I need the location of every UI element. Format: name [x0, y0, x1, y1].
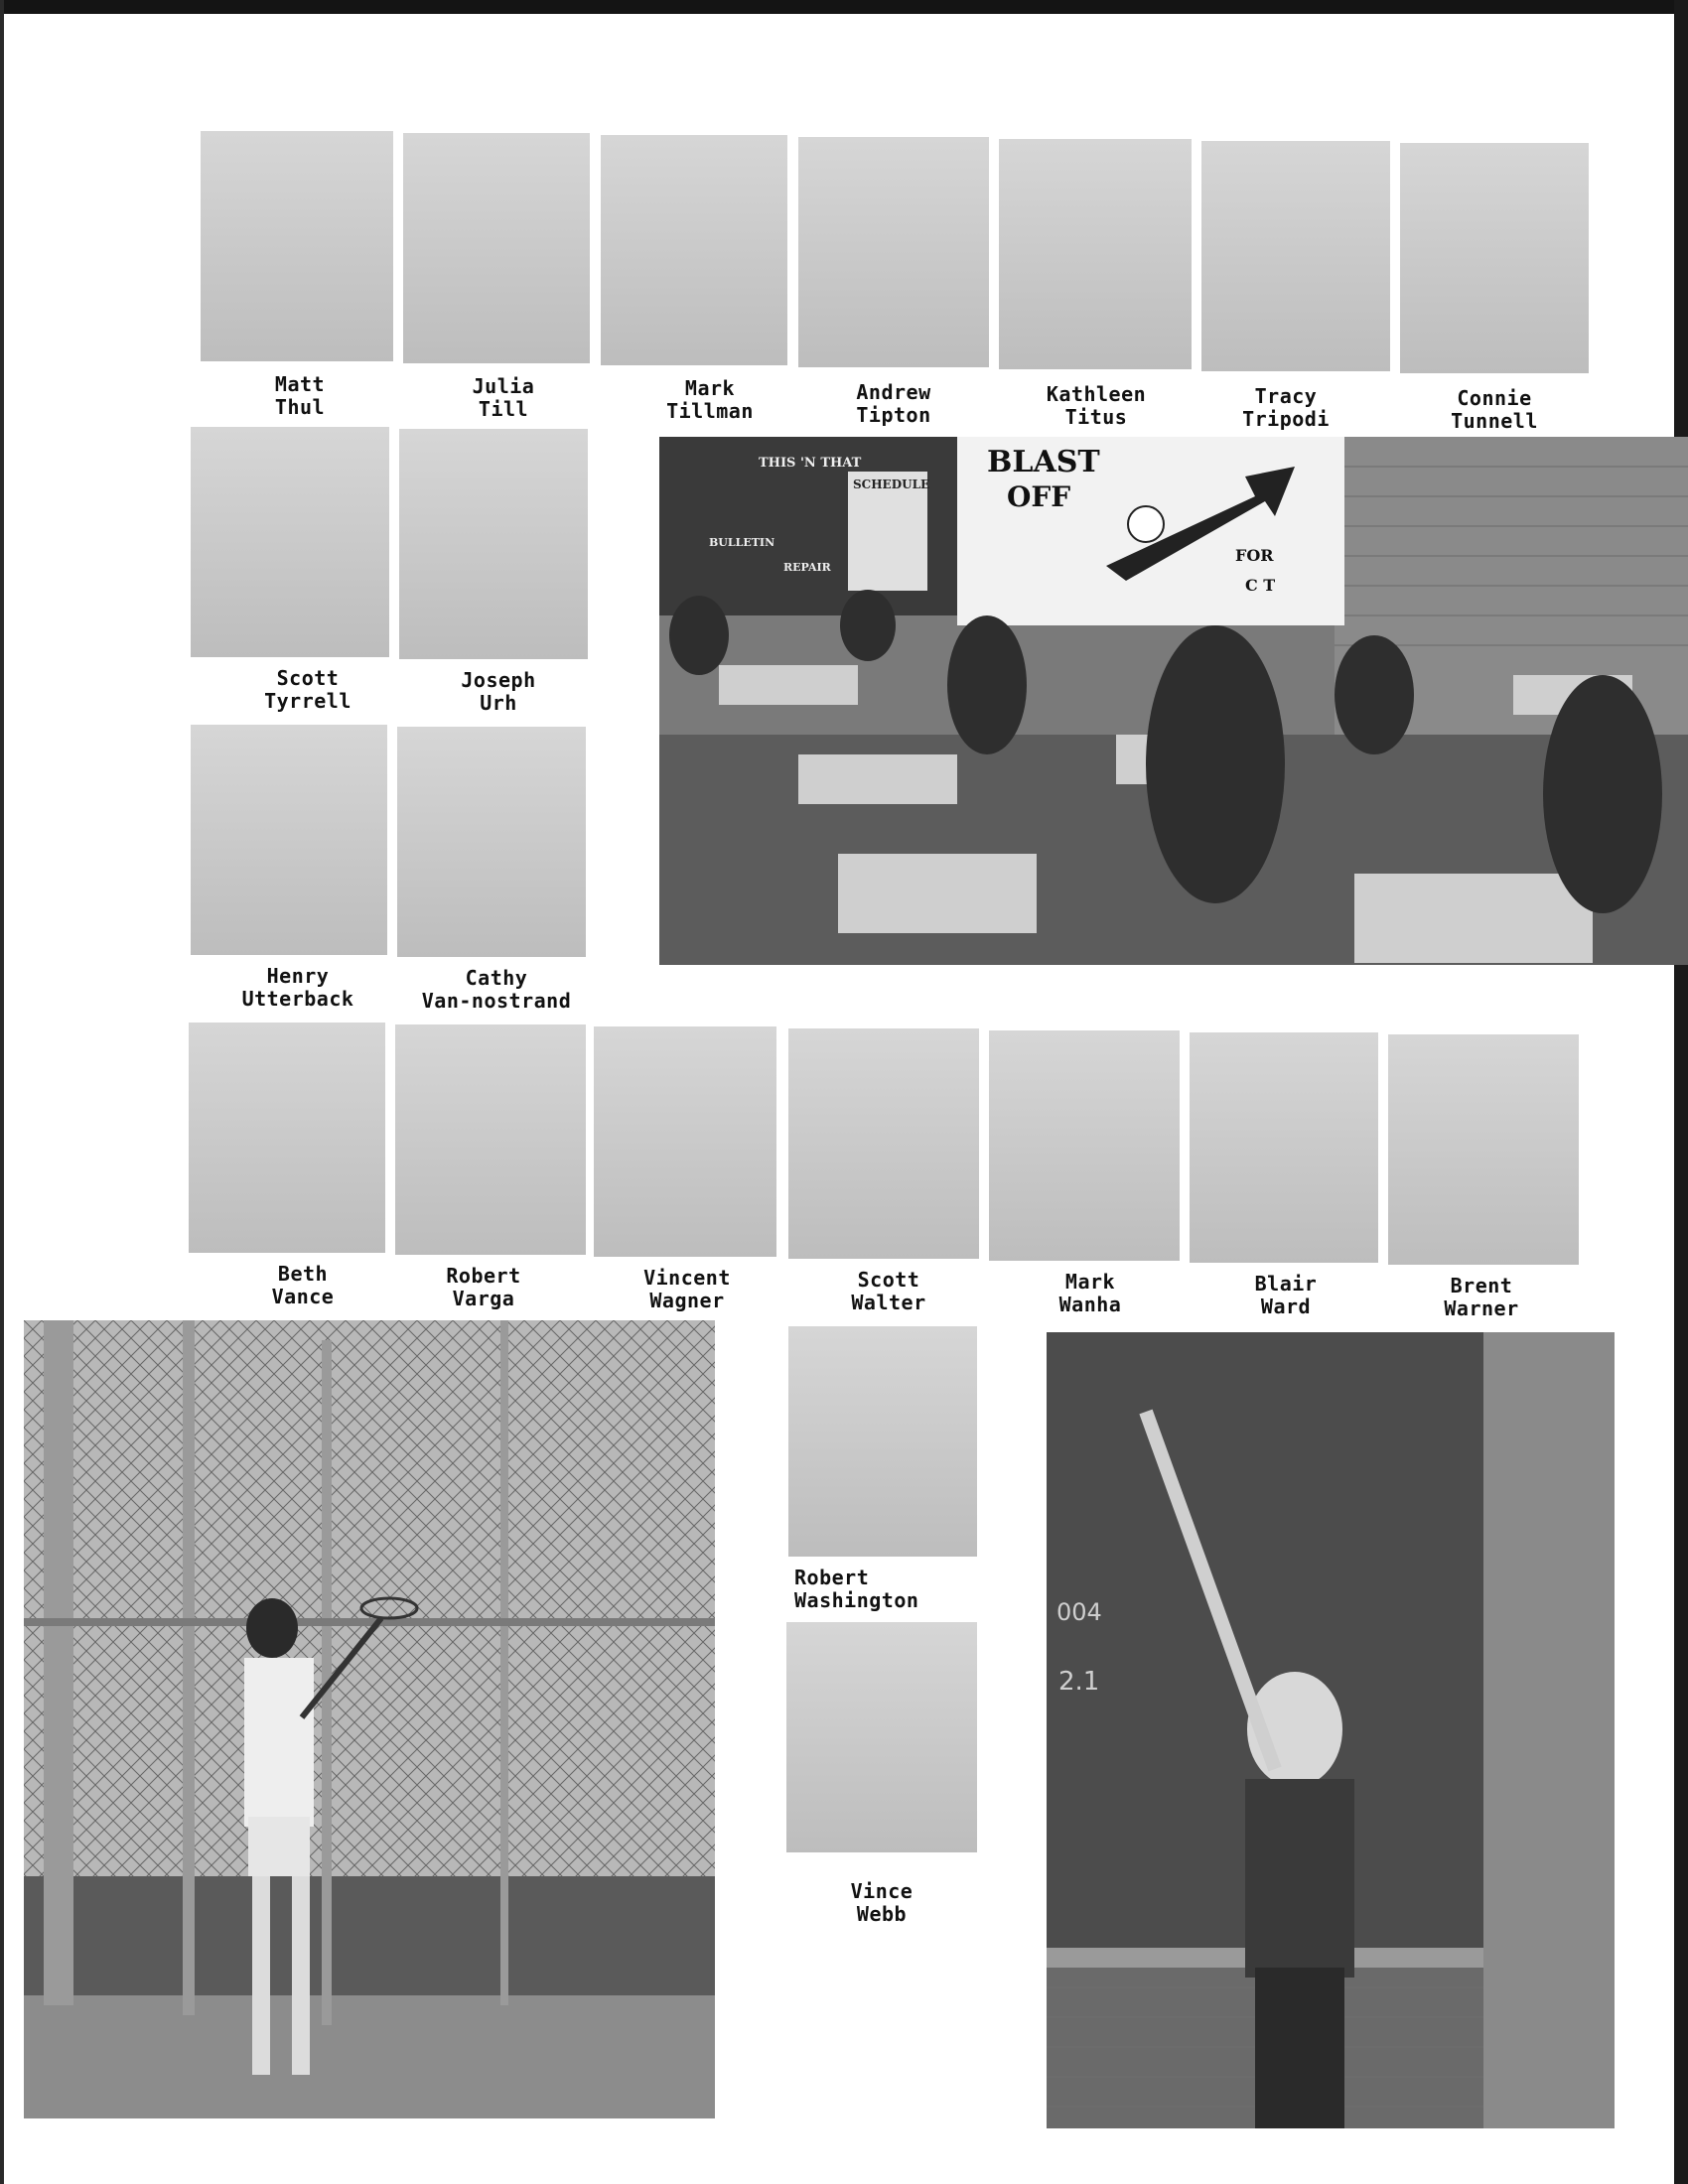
portrait-photo: [189, 1023, 385, 1253]
portrait-photo: [201, 131, 393, 361]
schedule-label: SCHEDULE: [853, 478, 930, 491]
portrait-photo: [395, 1024, 586, 1255]
portrait-photo: [786, 1622, 977, 1852]
scan-border-left: [0, 0, 4, 2184]
typing-class-scene: [659, 437, 1688, 965]
portrait-photo: [788, 1028, 979, 1259]
portrait-photo: [1190, 1032, 1378, 1263]
portrait-photo: [191, 427, 389, 657]
portrait-photo: [397, 727, 586, 957]
portrait-photo: [403, 133, 590, 363]
typing-class-photo: [659, 437, 1688, 965]
name-caption: Kathleen Titus: [1046, 382, 1147, 429]
portrait-photo: [191, 725, 387, 955]
name-caption: Joseph Urh: [461, 668, 536, 715]
svg-text:C T: C T: [1245, 576, 1276, 595]
blast-text: BLAST: [987, 445, 1100, 479]
chalkboard-scene: [1047, 1332, 1615, 2128]
name-caption: Henry Utterback: [241, 964, 354, 1011]
chalk-writing-1: 004: [1056, 1598, 1102, 1626]
portrait-photo: [788, 1326, 977, 1557]
portrait-photo: [1201, 141, 1390, 371]
portrait-photo: [1388, 1034, 1579, 1265]
bulletin-title: THIS 'N THAT: [759, 456, 862, 471]
name-caption: Beth Vance: [271, 1262, 335, 1308]
svg-text:FOR: FOR: [1235, 546, 1274, 565]
repair-label: REPAIR: [783, 561, 831, 574]
name-caption: Blair Ward: [1254, 1272, 1318, 1318]
tennis-player-photo: [24, 1320, 715, 2118]
name-caption: Brent Warner: [1444, 1274, 1519, 1320]
name-caption: Mark Tillman: [666, 376, 754, 423]
portrait-photo: [601, 135, 787, 365]
scan-border-top: [0, 0, 1688, 14]
name-caption: Robert Varga: [446, 1264, 521, 1310]
name-caption: Tracy Tripodi: [1242, 384, 1330, 431]
portrait-photo: [798, 137, 989, 367]
portrait-photo: [399, 429, 588, 659]
name-caption: Scott Tyrrell: [264, 666, 352, 713]
name-caption: Vince Webb: [850, 1879, 914, 1926]
name-caption: Connie Tunnell: [1451, 386, 1538, 433]
portrait-photo: [594, 1026, 776, 1257]
portrait-photo: [989, 1030, 1180, 1261]
name-caption: Scott Walter: [851, 1268, 926, 1314]
name-caption: Mark Wanha: [1058, 1270, 1122, 1316]
name-caption: Matt Thul: [274, 372, 326, 419]
name-caption: Cathy Van-nostrand: [421, 966, 572, 1013]
scan-border-right: [1674, 0, 1688, 2184]
off-text: OFF: [1007, 480, 1071, 513]
tennis-scene: [24, 1320, 715, 2118]
name-caption: Robert Washington: [794, 1566, 919, 1612]
smiley-face: [1128, 506, 1164, 542]
chalk-writing-2: 2.1: [1058, 1667, 1100, 1697]
name-caption: Andrew Tipton: [856, 380, 931, 427]
bulletin-label: BULLETIN: [709, 536, 775, 549]
portrait-photo: [999, 139, 1192, 369]
chalkboard-student-photo: [1047, 1332, 1615, 2128]
name-caption: Vincent Wagner: [643, 1266, 731, 1312]
name-caption: Julia Till: [472, 374, 535, 421]
portrait-photo: [1400, 143, 1589, 373]
